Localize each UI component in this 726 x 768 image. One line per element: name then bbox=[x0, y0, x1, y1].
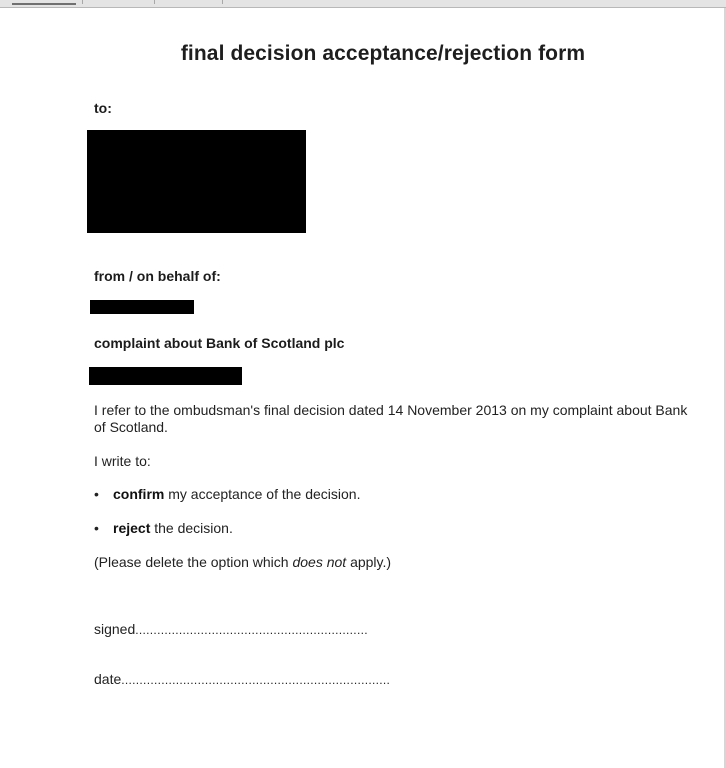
redacted-reference bbox=[89, 367, 242, 385]
signature-line bbox=[94, 621, 368, 637]
signed-dotted-line: ................................................................ bbox=[135, 623, 368, 637]
intro-paragraph: I refer to the ombudsman's final decision dated 14 November 2013 on my complaint about Bank of Scotland. bbox=[94, 402, 688, 435]
note-prefix: (Please delete the option which bbox=[94, 554, 293, 570]
option-reject-keyword: reject bbox=[113, 520, 151, 536]
complaint-label: complaint about Bank of Scotland plc bbox=[94, 335, 345, 351]
delete-note bbox=[94, 554, 694, 571]
option-confirm-text: my acceptance of the decision. bbox=[164, 486, 361, 502]
write-to-text: I write to: bbox=[94, 453, 151, 469]
date-line bbox=[94, 671, 390, 687]
option-reject-text: the decision. bbox=[150, 520, 233, 536]
date-label: date bbox=[94, 671, 122, 687]
redacted-recipient-block bbox=[87, 130, 306, 233]
bullet-icon: • bbox=[94, 520, 99, 536]
note-suffix: apply.) bbox=[346, 554, 392, 570]
to-label: to: bbox=[94, 100, 112, 116]
option-confirm-keyword: confirm bbox=[113, 486, 165, 502]
form-title: final decision acceptance/rejection form bbox=[180, 42, 586, 65]
viewer-tab[interactable] bbox=[84, 0, 155, 4]
viewer-toolbar bbox=[0, 0, 726, 8]
option-confirm bbox=[94, 486, 360, 502]
date-dotted-line: .......................................................................... bbox=[121, 673, 391, 687]
signed-label: signed bbox=[94, 621, 136, 637]
viewer-tab-active[interactable] bbox=[0, 0, 83, 4]
from-label: from / on behalf of: bbox=[94, 268, 221, 284]
redacted-sender-name bbox=[90, 300, 194, 314]
note-emphasis: does not bbox=[292, 554, 347, 570]
viewer-tab[interactable] bbox=[156, 0, 223, 4]
option-reject bbox=[94, 520, 233, 536]
bullet-icon: • bbox=[94, 486, 99, 502]
